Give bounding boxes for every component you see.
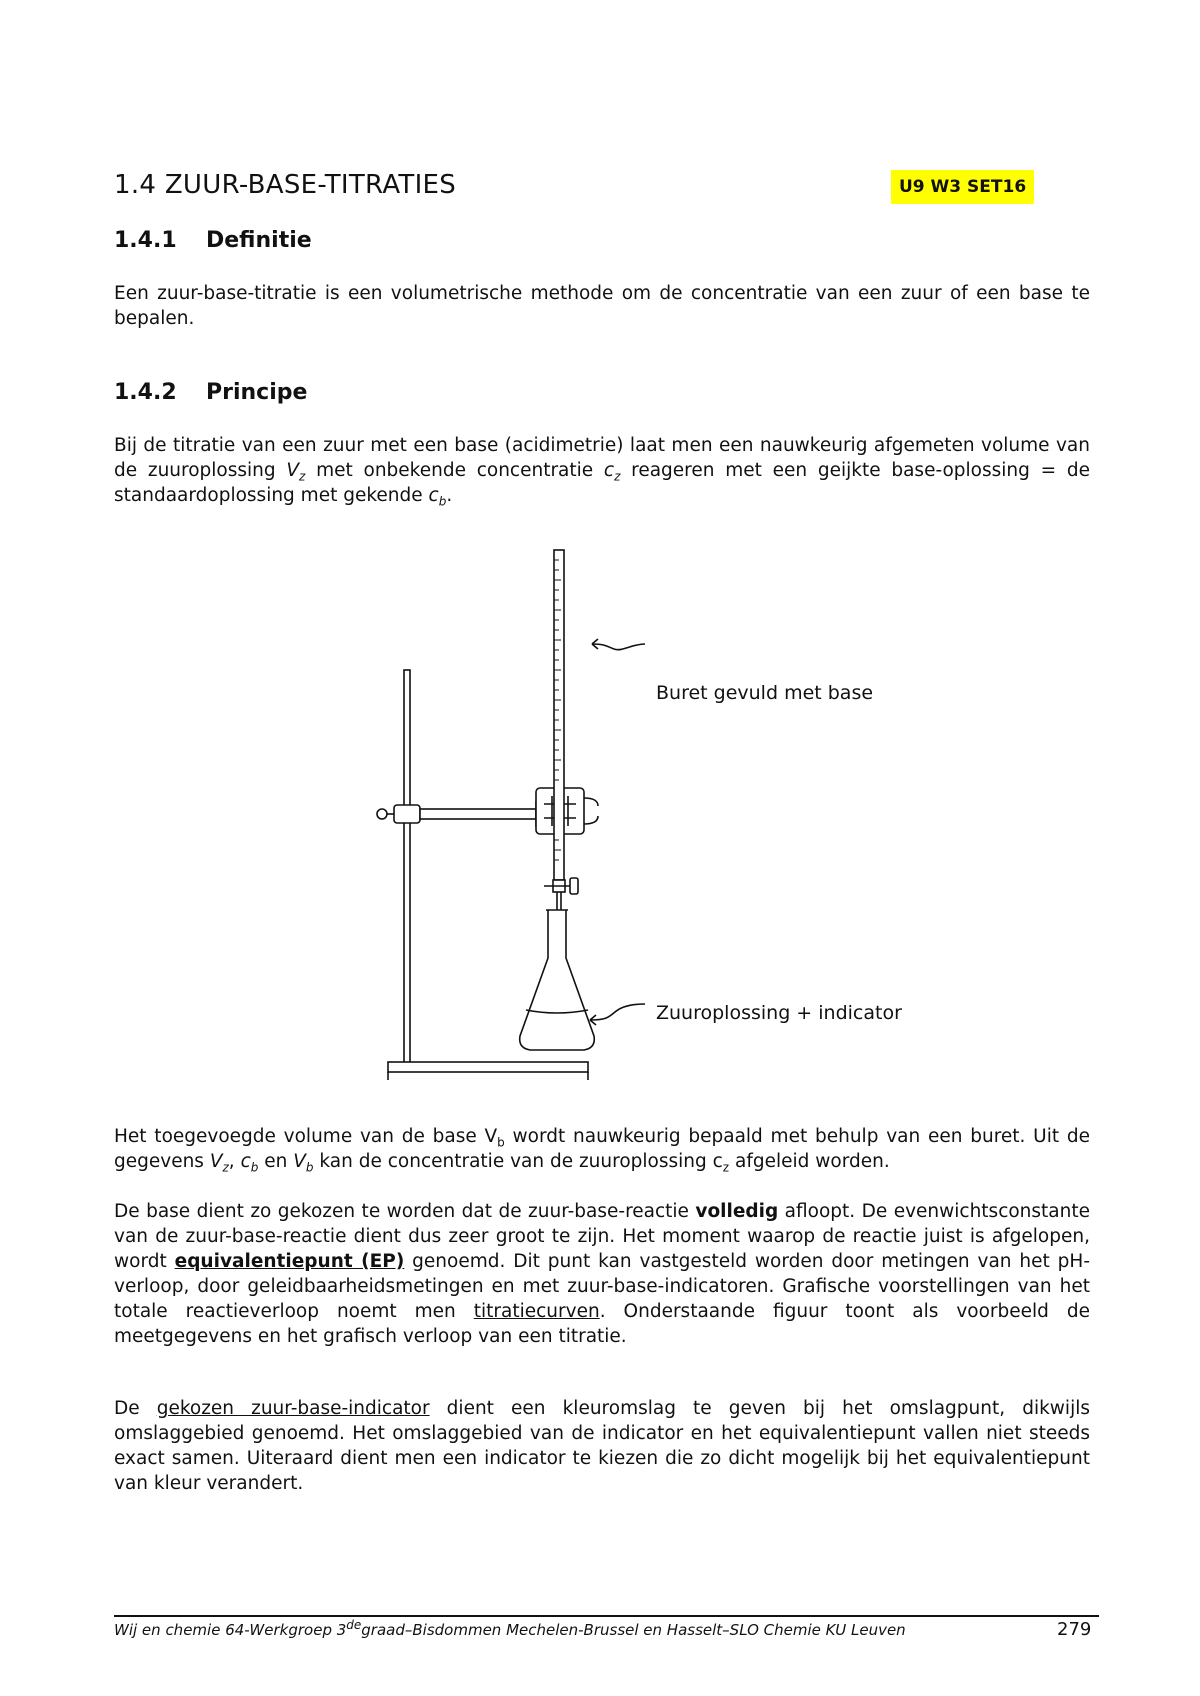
flask-arrow	[590, 1004, 645, 1020]
keyword-volledig: volledig	[695, 1201, 779, 1222]
footer-divider	[114, 1615, 1099, 1617]
stand-rod	[404, 670, 410, 1068]
page-number: 279	[1057, 1619, 1092, 1640]
buret-label: Buret gevuld met base	[656, 682, 874, 704]
indicator-paragraph: De gekozen zuur-base-indicator dient een kleuromslag te geven bij het omslagpunt, dikwijls omslaggebied genoemd. Het omslaggebied van de indicator en het equivalentiepunt vallen niet steeds exact samen. Uiteraard dient men een indicator te kiezen die zo dicht mogelijk bij het equivalentiepunt van kleur verandert.	[114, 1398, 1090, 1494]
erlenmeyer-flask	[520, 910, 595, 1050]
section-heading-definitie	[114, 228, 312, 253]
section-number: 1.4.1	[114, 228, 177, 253]
clamp-screw	[377, 809, 387, 819]
section-number: 1.4.2	[114, 380, 177, 405]
keyword-equivalentiepunt: equivalentiepunt (EP)	[174, 1251, 405, 1272]
definition-paragraph: Een zuur-base-titratie is een volumetrische methode om de concentratie van een zuur of een base te bepalen.	[114, 283, 1090, 329]
stand-base	[388, 1062, 588, 1072]
clamp-arm	[420, 809, 536, 819]
section-heading-principe	[114, 380, 307, 405]
lesson-code-badge: U9 W3 SET16	[891, 170, 1034, 204]
section-title: Principe	[206, 380, 308, 405]
equivalence-paragraph: De base dient zo gekozen te worden dat de zuur-base-reactie volledig afloopt. De evenwichtsconstante van de zuur-base-reactie dient dus zeer groot te zijn. Het moment waarop de reactie juist is afgelopen, wordt equivalentiepunt (EP) genoemd. Dit punt kan vastgesteld worden door metingen van het pH-verloop, door geleidbaarheidsmetingen en met zuur-base-indicatoren. Grafische voorstellingen van het totale reactieverloop noemt men titratiecurven. Onderstaande figuur toont als voorbeeld de meetgegevens en het grafisch verloop van een titratie.	[114, 1201, 1090, 1347]
footer-text: Wij en chemie 64-Werkgroep 3degraad–Bisdommen Mechelen-Brussel en Hasselt–SLO Chemie KU Leuven	[114, 1618, 906, 1639]
keyword-titratiecurven: titratiecurven	[473, 1301, 600, 1322]
buret-arrow	[592, 644, 645, 650]
page-title: 1.4 ZUUR-BASE-TITRATIES	[114, 170, 457, 200]
volume-paragraph: Het toegevoegde volume van de base $V_b$ wordt nauwkeurig bepaald met behulp van een buret. Uit de gegevens $V_z$, $c_b$ en $V_b$ kan de concentratie van de zuuroplossing $c_z$ afgeleid worden.	[114, 1126, 1090, 1175]
keyword-indicator: gekozen zuur-base-indicator	[156, 1398, 430, 1419]
section-title: Definitie	[206, 228, 312, 253]
clamp-boss	[394, 805, 420, 823]
flask-label: Zuuroplossing + indicator	[656, 1002, 902, 1024]
principle-paragraph: Bij de titratie van een zuur met een base (acidimetrie) laat men een nauwkeurig afgemeten volume van de zuuroplossing $V_z$ met onbekende concentratie $c_z$ reageren met een geijkte base-oplossing = de standaardoplossing met gekende $c_b$.	[114, 435, 1090, 509]
